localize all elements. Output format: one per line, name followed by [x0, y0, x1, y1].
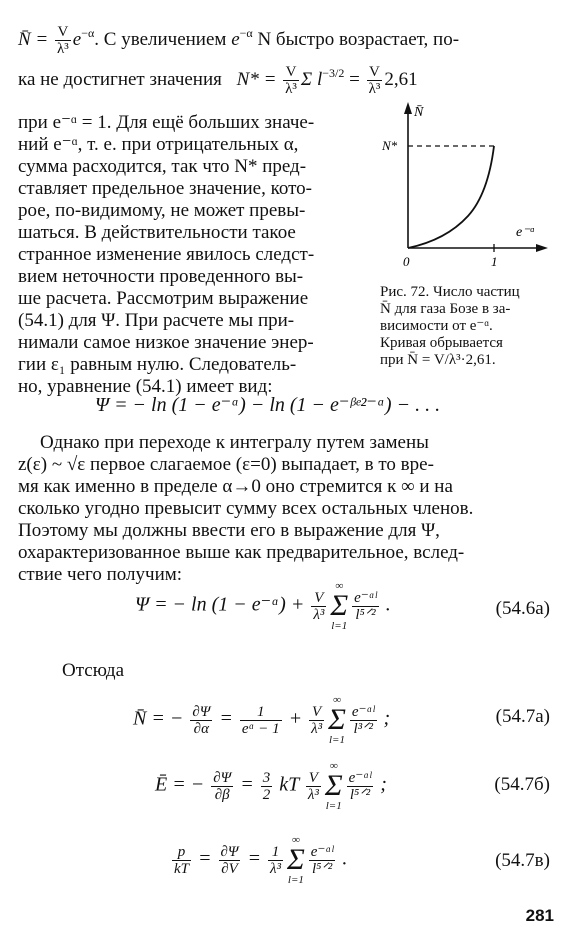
paragraph-line: но, уравнение (54.1) имеет вид:: [18, 376, 273, 397]
n-star-label: N*: [382, 138, 398, 153]
paragraph-line: ше расчета. Рассмотрим выражение: [18, 288, 309, 309]
paragraph-line: охарактеризованное выше как предварительное, вслед-: [18, 542, 465, 563]
fraction: $\frac{V}{\text{λ³}}$: [57, 24, 69, 58]
equation-psi: Ψ = − ln (1 − e⁻ᵅ) − ln (1 − e⁻ᵝᵉ²⁻ᵅ) − . . .: [95, 394, 441, 416]
bose-curve: [408, 146, 494, 248]
equation-number: (54.7в): [495, 850, 550, 871]
figure-caption: [380, 284, 558, 369]
fraction: $\frac{V}{\text{λ³}}$: [368, 64, 381, 98]
paragraph-line: сколько угодно превысит сумму всех остальных членов.: [18, 498, 474, 519]
narrow-paragraph: [18, 112, 368, 398]
paragraph-line: вием неточности проведенного вы-: [18, 266, 304, 287]
paragraph-line: рое, по-видимому, не может превы-: [18, 200, 306, 221]
text-line-2: ка не достигнет значения N* = $\frac{V}{\text{λ³}}$ Σ $l^{-3/2}$ = $\frac{V}{\text{λ³}}$ 2,61: [18, 64, 418, 98]
paragraph-line: z(ε) ~ √ε первое слагаемое (ε=0) выпадает, в то вре-: [18, 454, 434, 475]
paragraph-line: Однако при переходе к интегралу путем замены: [40, 432, 429, 453]
y-axis-arrow: [404, 102, 412, 114]
caption-line: при N̄ = V/λ³·2,61.: [380, 352, 496, 368]
paragraph-line: шаться. В действительности такое: [18, 222, 296, 243]
equation-54-6a: Ψ = − ln (1 − e⁻ᵅ) + $\frac{V}{\text{λ³}}$ ∞ Σ l=1 $\frac{\text{e⁻ᵅˡ}}{\text{l⁵ᐟ²}}$ .: [135, 580, 391, 632]
paragraph-line: странное изменение явилось следст-: [18, 244, 315, 265]
equation-number: (54.6а): [495, 598, 550, 619]
paragraph-line: при e⁻ᵅ = 1. Для ещё больших значе-: [18, 112, 315, 133]
equation-54-7v: $\frac{p}{kT}$ = $\frac{\partial\Psi}{\partial V}$ = $\frac{1}{\text{λ³}}$ ∞ Σ l=1 $\frac{\text{e⁻ᵅˡ}}{\text{l⁵ᐟ²}}$ .: [174, 834, 348, 886]
x-tick-label: 1: [491, 254, 498, 269]
text-line-1: N̄ = $\frac{V}{\text{λ³}}$ $e^{-\alpha}$. С увеличением $e^{-\alpha}$ N быстро возрастает, по-: [18, 24, 460, 58]
paragraph-line: мя как именно в пределе α→0 оно стремится к ∞ и на: [18, 476, 453, 497]
paragraph-line: Поэтому мы должны ввести его в выражение для Ψ,: [18, 520, 440, 541]
paragraph-2: [18, 432, 554, 586]
paragraph-line: сумма расходится, так что N* пред-: [18, 156, 307, 177]
page-number: 281: [525, 906, 554, 925]
paragraph-line: ний e⁻ᵅ, т. е. при отрицательных α,: [18, 134, 299, 155]
caption-line: Кривая обрывается: [380, 335, 503, 351]
caption-line: N̄ для газа Бозе в за-: [380, 301, 511, 317]
caption-line: висимости от e⁻ᵅ.: [380, 318, 493, 334]
equation-number: (54.7а): [495, 706, 550, 727]
origin-label: 0: [403, 254, 410, 269]
paragraph-line: (54.1) для Ψ. При расчете мы при-: [18, 310, 295, 331]
caption-line: Рис. 72. Число частиц: [380, 284, 520, 300]
fraction: $\frac{V}{\text{λ³}}$: [285, 64, 297, 98]
x-axis-arrow: [536, 244, 548, 252]
paragraph-line: гии ε₁ равным нулю. Следователь-: [18, 354, 297, 375]
paragraph-line: ставляет предельное значение, кото-: [18, 178, 313, 199]
x-axis-label: e⁻ᵅ: [516, 225, 536, 240]
otsyuda-text: Отсюда: [62, 660, 125, 681]
equation-54-7a: N̄ = − $\frac{\partial\Psi}{\partial\alpha}$ = $\frac{1}{\text{eᵅ − 1}}$ + $\frac{V}{\text{λ³}}$ ∞ Σ l=1 $\frac{\text{e⁻ᵅˡ}}{\text{l³ᐟ²}}$ ;: [133, 694, 391, 746]
figure-72-graph: [376, 98, 556, 278]
paragraph-line: нимали самое низкое значение энер-: [18, 332, 314, 353]
sum-symbol: ∞ Σ l=1: [328, 694, 346, 746]
sum-symbol: ∞ Σ l=1: [324, 760, 343, 812]
y-axis-label: N̄: [414, 105, 424, 120]
paragraph-line: ствие чего получим:: [18, 564, 183, 585]
equation-54-7b: Ē = − $\frac{\partial\Psi}{\partial\beta}$ = $\frac{3}{2}$ kT $\frac{V}{\text{λ³}}$ ∞ Σ l=1 $\frac{\text{e⁻ᵅˡ}}{\text{l⁵ᐟ²}}$ ;: [155, 760, 387, 812]
sum-symbol: ∞ Σ l=1: [330, 580, 349, 632]
equation-number: (54.7б): [494, 774, 550, 795]
math-n-bar: N̄ =: [18, 29, 53, 50]
sum-symbol: ∞ Σ l=1: [286, 834, 305, 886]
